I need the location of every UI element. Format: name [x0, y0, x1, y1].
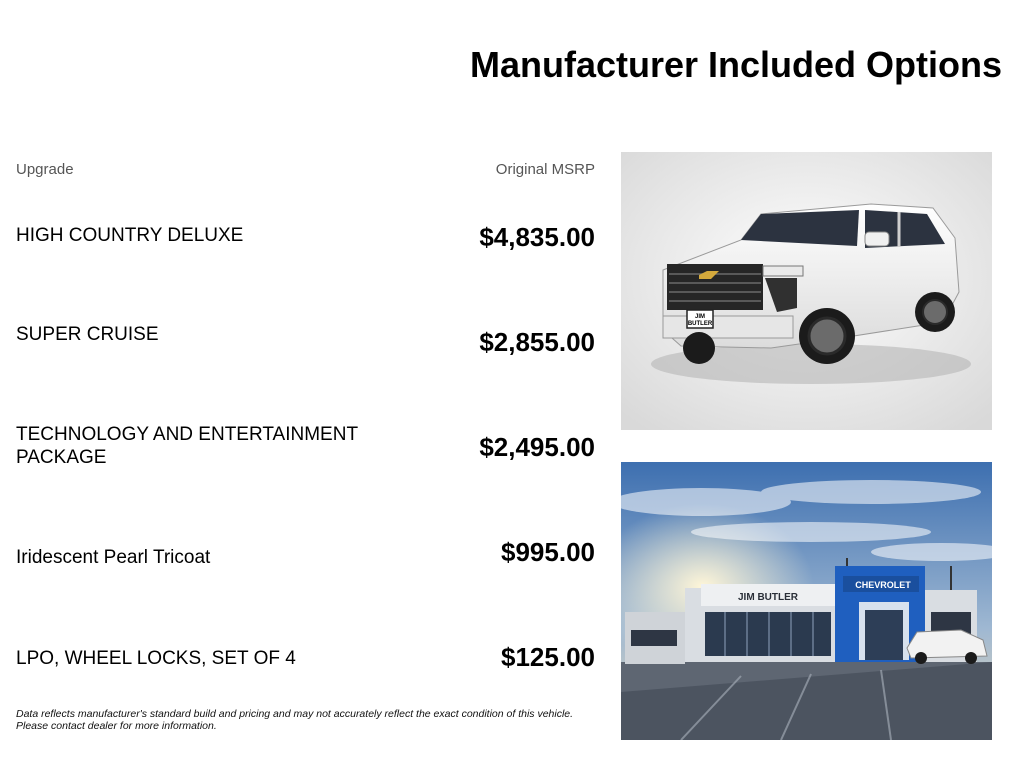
dealer-sign-left: JIM BUTLER: [738, 592, 798, 603]
vehicle-photo: [621, 152, 992, 430]
option-price-2: $2,855.00: [479, 327, 595, 357]
disclaimer-text: Data reflects manufacturer's standard build and pricing and may not accurately reflect the exact condition of this vehicle. Please contact dealer for more information.: [16, 708, 574, 732]
dealership-illustration: [621, 462, 992, 740]
option-price-1: $4,835.00: [479, 222, 595, 252]
option-price-3: $2,495.00: [479, 432, 595, 462]
option-name-4: Iridescent Pearl Tricoat: [16, 547, 211, 568]
msrp-column-header: Original MSRP: [495, 161, 595, 178]
upgrade-column-header: Upgrade: [16, 161, 74, 178]
option-name-2: SUPER CRUISE: [16, 324, 159, 345]
option-price-5: $125.00: [501, 642, 595, 672]
dealer-sign-right: CHEVROLET: [855, 580, 911, 590]
vehicle-illustration: [621, 152, 992, 430]
option-name-1: HIGH COUNTRY DELUXE: [16, 225, 244, 246]
plate-text-line1: JIM: [694, 314, 706, 320]
page-title: Manufacturer Included Options: [470, 44, 1003, 85]
option-price-4: $995.00: [501, 537, 595, 567]
option-name-3: TECHNOLOGY AND ENTERTAINMENT PACKAGE: [16, 424, 358, 468]
dealership-photo: [621, 462, 992, 740]
option-name-5: LPO, WHEEL LOCKS, SET OF 4: [16, 648, 296, 669]
plate-text-line2: BUTLER: [687, 321, 713, 327]
